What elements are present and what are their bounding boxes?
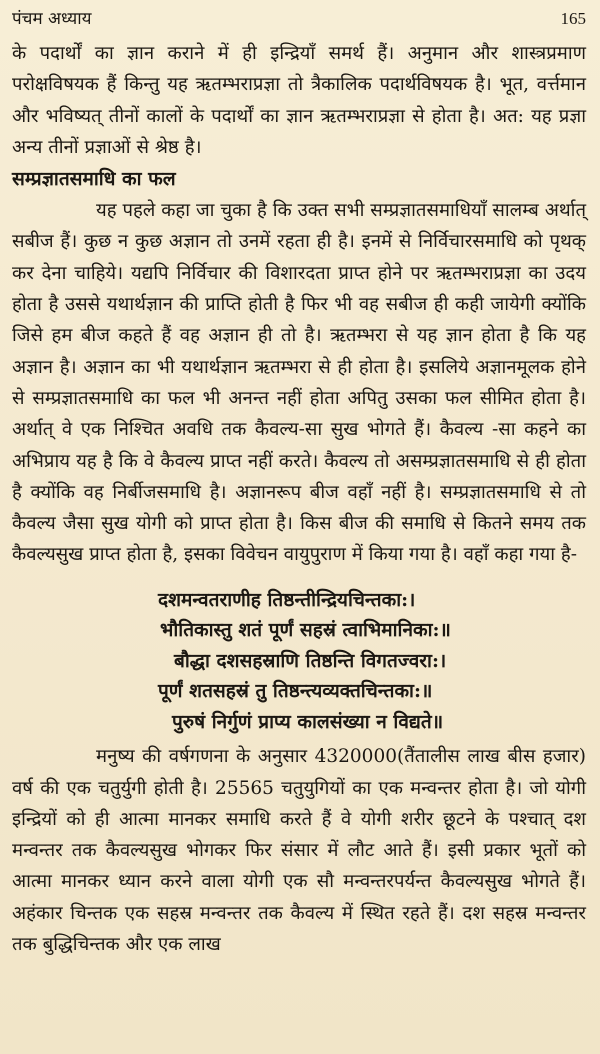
verse-line-1: दशमन्वतराणीह तिष्ठन्तीन्द्रियचिन्तका:। — [158, 588, 416, 611]
verse-line-3: बौद्धा दशसहस्राणि तिष्ठन्ति विगतज्वरा:। — [174, 649, 447, 672]
paragraph-3: मनुष्य की वर्षगणना के अनुसार 4320000(तैंतालीस लाख बीस हजार) वर्ष की एक चतुर्युगी होती है। 25565 चतुयुगियों का एक मन्वन्तर होता है। जो योगी इन्द्रियों को ही आत्मा मानकर समाधि करते हैं वे योगी शरीर छूटने के पश्चात् दश मन्वन्तर तक कैवल्यसुख भोगकर फिर संसार में लौट आते हैं। इसी प्रकार भूतों को आत्मा मानकर ध्यान करने वाला योगी एक सौ मन्वन्तरपर्यन्त कैवल्यसुख भोगते हैं। अहंकार चिन्तक एक सहस्र मन्वन्तर तक कैवल्य में स्थित रहते हैं। दश सहस्र मन्वन्तर तक बुद्धिचिन्तक और एक लाख — [12, 746, 586, 956]
paragraph-2: यह पहले कहा जा चुका है कि उक्त सभी सम्प्रज्ञातसमाधियाँ सालम्ब अर्थात् सबीज हैं। कुछ न कुछ अज्ञान तो उनमें रहता ही है। इनमें से निर्विचारसमाधि को पृथक् कर देना चाहिये। यद्यपि निर्विचार की विशारदता प्राप्त होने पर ऋतम्भराप्रज्ञा का उदय होता है उससे यथार्थज्ञान की प्राप्ति होती है फिर भी वह सबीज ही कही जायेगी क्योंकि जिसे हम बीज कहते हैं वह अज्ञान ही तो है। ऋतम्भरा से यह ज्ञान होता है कि यह अज्ञान है। अज्ञान का भी यथार्थज्ञान ऋतम्भरा से ही होता है। इसलिये अज्ञानमूलक होने से सम्प्रज्ञातसमाधि का फल भी अनन्त नहीं होता अपितु उसका फल सीमित होता है। अर्थात् वे एक निश्चित अवधि तक कैवल्य-सा सुख भोगते हैं। कैवल्य -सा कहने का अभिप्राय यह है कि वे कैवल्य प्राप्त नहीं करते। कैवल्य तो असम्प्रज्ञातसमाधि से ही होता है क्योंकि वह निर्बीजसमाधि है। अज्ञानरूप बीज वहाँ नहीं है। सम्प्रज्ञातसमाधि से तो कैवल्य जैसा सुख योगी को प्राप्त होता है। किस बीज की समाधि से कितने समय तक कैवल्यसुख प्राप्त होता है, इसका विवेचन वायुपुराण में किया गया है। वहाँ कहा गया है- — [12, 200, 586, 566]
sanskrit-verse — [12, 585, 586, 738]
section-heading: सम्प्रज्ञातसमाधि का फल — [12, 168, 176, 191]
verse-line-4: पूर्णं शतसहस्रं तु तिष्ठन्त्यव्यक्तचिन्तका:॥ — [158, 680, 433, 703]
running-head: पंचम अध्याय — [12, 9, 92, 29]
page-header — [12, 0, 586, 38]
paragraph-1: के पदार्थों का ज्ञान कराने में ही इन्द्रियाँ समर्थ हैं। अनुमान और शास्त्रप्रमाण परोक्षविषयक हैं किन्तु यह ऋतम्भराप्रज्ञा तो त्रैकालिक पदार्थविषयक है। भूत, वर्त्तमान और भविष्यत् तीनों कालों के पदार्थों का ज्ञान ऋतम्भराप्रज्ञा से होता है। अत: यह प्रज्ञा अन्य तीनों प्रज्ञाओं से श्रेष्ठ है। — [12, 43, 586, 158]
page-number: 165 — [560, 9, 586, 28]
verse-line-5: पुरुषं निर्गुणं प्राप्य कालसंख्या न विद्यते॥ — [172, 710, 444, 733]
verse-line-2: भौतिकास्तु शतं पूर्णं सहस्रं त्वाभिमानिका:॥ — [160, 619, 451, 642]
